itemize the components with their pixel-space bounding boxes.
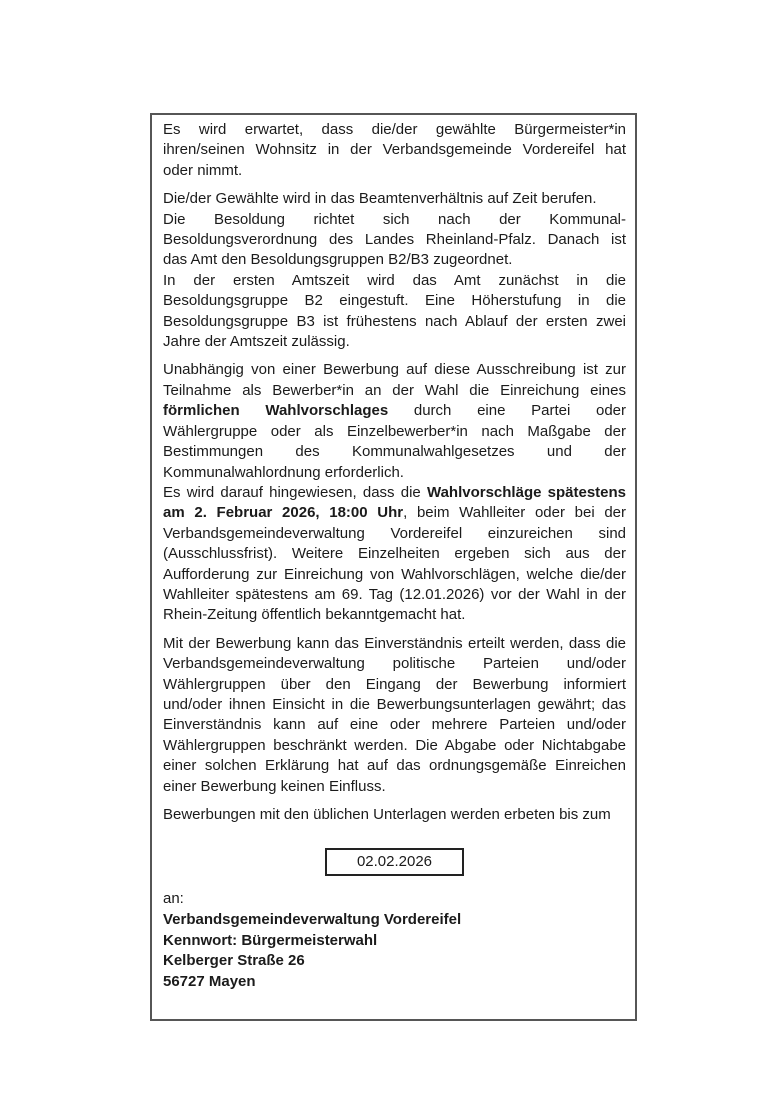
text-line: Einverständnis kann auf eine oder mehrere Parteien und/oder: [163, 716, 626, 734]
address-block: [163, 889, 626, 993]
text-line: (Ausschlussfrist). Weitere Einzelheiten ergeben sich aus der: [163, 545, 626, 563]
text-line: am 2. Februar 2026, 18:00 Uhr, beim Wahlleiter oder bei der: [163, 504, 626, 522]
text-line: Wählergruppe oder als Einzelbewerber*in nach Maßgabe der: [163, 422, 626, 440]
text-line: Aufforderung zur Einreichung von Wahlvorschlägen, welche die/der: [163, 565, 626, 583]
text-line: Jahre der Amtszeit zulässig.: [163, 333, 350, 351]
address-line: Kennwort: Bürgermeisterwahl: [163, 931, 378, 949]
address-intro: an:: [163, 890, 184, 908]
paragraph-amtszeit-einstufung: [163, 271, 626, 353]
paragraph-bewerbungen-erbeten: [163, 805, 626, 825]
address-line: 56727 Mayen: [163, 973, 256, 991]
text-line: Die/der Gewählte wird in das Beamtenverhältnis auf Zeit berufen.: [163, 190, 597, 208]
text-line: Rhein-Zeitung öffentlich bekanntgemacht hat.: [163, 606, 466, 624]
text-line: Kommunalwahlordnung erforderlich.: [163, 463, 404, 481]
text-line: Verbandsgemeindeverwaltung Vordereifel einzureichen sind: [163, 524, 626, 542]
text-line: ihren/seinen Wohnsitz in der Verbandsgemeinde Vordereifel hat: [163, 141, 626, 159]
paragraph-besoldung: [163, 210, 626, 271]
text-line: Wahlleiter spätestens am 69. Tag (12.01.2026) vor der Wahl in der: [163, 585, 626, 603]
document-paragraphs: [163, 120, 626, 825]
text-line: Verbandsgemeindeverwaltung politische Parteien und/oder: [163, 655, 626, 673]
text-line: Wählergruppen beschränkt werden. Die Abgabe oder Nichtabgabe: [163, 736, 626, 754]
text-line: Teilnahme als Bewerber*in an der Wahl die Einreichung eines: [163, 381, 626, 399]
content-frame: [150, 113, 637, 1021]
text-line: förmlichen Wahlvorschlages durch eine Partei oder: [163, 402, 626, 420]
date-box: [325, 848, 464, 876]
paragraph-wahlvorschlag-frist: [163, 483, 626, 626]
paragraph-wahlvorschlag-erfordernis: [163, 360, 626, 482]
address-line: Verbandsgemeindeverwaltung Vordereifel: [163, 910, 462, 928]
text-line: Die Besoldung richtet sich nach der Kommunal-: [163, 210, 626, 228]
address-lines: [163, 910, 626, 993]
text-line: Mit der Bewerbung kann das Einverständnis erteilt werden, dass die: [163, 634, 626, 652]
paragraph-beamtenverhaeltnis: [163, 189, 626, 209]
date-box-row: [163, 848, 626, 876]
text-line: einer Bewerbung keinen Einfluss.: [163, 777, 386, 795]
text-line: Bestimmungen des Kommunalwahlgesetzes und der: [163, 443, 626, 461]
text-line: Es wird darauf hingewiesen, dass die Wahlvorschläge spätestens: [163, 483, 627, 501]
text-line: Unabhängig von einer Bewerbung auf diese Ausschreibung ist zur: [163, 361, 626, 379]
text-line: Besoldungsverordnung des Landes Rheinland-Pfalz. Danach ist: [163, 231, 626, 249]
address-line: Kelberger Straße 26: [163, 952, 305, 970]
text-line: Besoldungsgruppe B3 ist frühestens nach Ablauf der ersten zwei: [163, 312, 626, 330]
text-line: oder nimmt.: [163, 161, 243, 179]
paragraph-einverstaendnis-parteien: [163, 634, 626, 797]
text-line: das Amt den Besoldungsgruppen B2/B3 zugeordnet.: [163, 251, 513, 269]
paragraph-wohnsitz-erwartung: [163, 120, 626, 181]
text-line: Bewerbungen mit den üblichen Unterlagen werden erbeten bis zum: [163, 806, 611, 823]
text-line: einer solchen Erklärung hat auf das ordnungsgemäße Einreichen: [163, 757, 626, 775]
text-line: Besoldungsgruppe B2 eingestuft. Eine Höherstufung in die: [163, 292, 626, 310]
text-line: In der ersten Amtszeit wird das Amt zunächst in die: [163, 271, 626, 289]
deadline-date: 02.02.2026: [356, 853, 433, 871]
text-line: Es wird erwartet, dass die/der gewählte Bürgermeister*in: [163, 121, 626, 138]
text-line: Wählergruppen über den Eingang der Bewerbung informiert: [163, 675, 626, 693]
text-line: und/oder ihnen Einsicht in die Bewerbungsunterlagen gewährt; das: [163, 695, 626, 713]
